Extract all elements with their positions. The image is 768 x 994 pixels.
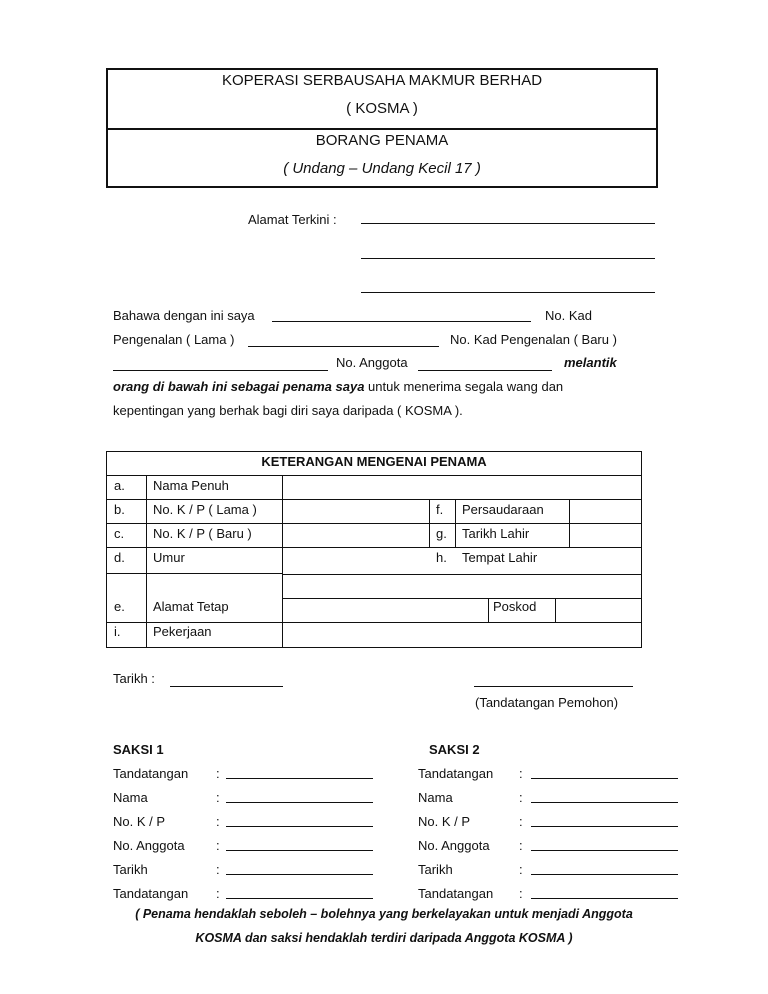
row-label-kp-lama: No. K / P ( Lama )	[153, 502, 257, 517]
witness1-field-colon: :	[216, 838, 220, 853]
declaration-text-2a: Pengenalan ( Lama )	[113, 332, 235, 347]
declaration-text-1a: Bahawa dengan ini saya	[113, 308, 255, 323]
address-label: Alamat Terkini :	[248, 212, 337, 227]
date-label: Tarikh :	[113, 671, 155, 686]
witness2-field-label: Tandatangan	[418, 886, 494, 901]
header-divider	[108, 128, 656, 130]
declaration-text-4b: untuk menerima segala wang dan	[364, 379, 564, 394]
new-ic-field[interactable]	[113, 370, 328, 371]
form-title: BORANG PENAMA	[315, 132, 449, 149]
witness2-field-colon: :	[519, 814, 523, 829]
witness1-field-label: Tandatangan	[113, 766, 189, 781]
witness2-field-colon: :	[519, 838, 523, 853]
row-label-tarikh-lahir: Tarikh Lahir	[462, 526, 530, 541]
witness2-field-label: No. Anggota	[418, 838, 490, 853]
org-abbr: ( KOSMA )	[346, 100, 418, 117]
witness1-field-colon: :	[216, 766, 220, 781]
declaration-line-4	[113, 379, 563, 394]
declaration-text-3b: melantik	[564, 355, 617, 370]
witness1-field-label: No. K / P	[113, 814, 166, 829]
row-label-pekerjaan: Pekerjaan	[153, 624, 212, 639]
declaration-text-3a: No. Anggota	[336, 355, 408, 370]
row-key-i: i.	[114, 624, 121, 639]
witness1-input-line[interactable]	[226, 874, 373, 875]
date-field[interactable]	[170, 686, 283, 687]
witness2-input-line[interactable]	[531, 802, 678, 803]
witness1-field-label: Tarikh	[113, 862, 148, 877]
witness2-title: SAKSI 2	[429, 742, 480, 757]
nominee-table	[106, 451, 642, 648]
witness1-input-line[interactable]	[226, 850, 373, 851]
row-label-tempat-lahir: Tempat Lahir	[462, 550, 538, 565]
footnote-line-2: KOSMA dan saksi hendaklah terdiri daripada Anggota KOSMA )	[195, 931, 573, 945]
row-key-f: f.	[436, 502, 444, 517]
row-key-h: h.	[436, 550, 447, 565]
row-key-g: g.	[436, 526, 447, 541]
footnote-line-1: ( Penama hendaklah seboleh – bolehnya yang berkelayakan untuk menjadi Anggota	[135, 907, 633, 921]
witness1-field-label: Nama	[113, 790, 148, 805]
witness2-field-colon: :	[519, 790, 523, 805]
row-label-nama-penuh: Nama Penuh	[153, 478, 229, 493]
poskod-label: Poskod	[493, 599, 537, 614]
witness2-input-line[interactable]	[531, 850, 678, 851]
witness1-field-label: No. Anggota	[113, 838, 185, 853]
applicant-name-field[interactable]	[272, 321, 531, 322]
address-line-3[interactable]	[361, 292, 655, 293]
member-no-field[interactable]	[418, 370, 552, 371]
address-line-2[interactable]	[361, 258, 655, 259]
declaration-text-2b: No. Kad Pengenalan ( Baru )	[450, 332, 617, 347]
witness2-field-label: Tarikh	[418, 862, 453, 877]
row-label-alamat-tetap: Alamat Tetap	[153, 599, 229, 614]
org-name: KOPERASI SERBAUSAHA MAKMUR BERHAD	[221, 72, 543, 89]
witness2-field-colon: :	[519, 886, 523, 901]
witness1-input-line[interactable]	[226, 898, 373, 899]
witness2-field-label: Tandatangan	[418, 766, 494, 781]
address-line-1[interactable]	[361, 223, 655, 224]
row-key-a: a.	[114, 478, 125, 493]
witness2-field-colon: :	[519, 862, 523, 877]
witness1-field-colon: :	[216, 814, 220, 829]
row-label-kp-baru: No. K / P ( Baru )	[153, 526, 252, 541]
witness1-input-line[interactable]	[226, 826, 373, 827]
witness2-input-line[interactable]	[531, 826, 678, 827]
witness1-title: SAKSI 1	[113, 742, 164, 757]
row-key-d: d.	[114, 550, 125, 565]
applicant-signature-label: (Tandatangan Pemohon)	[475, 695, 619, 710]
old-ic-field[interactable]	[248, 346, 439, 347]
row-key-e: e.	[114, 599, 125, 614]
witness1-field-colon: :	[216, 790, 220, 805]
witness1-field-label: Tandatangan	[113, 886, 189, 901]
declaration-text-4a: orang di bawah ini sebagai penama saya	[113, 379, 365, 394]
witness1-input-line[interactable]	[226, 778, 373, 779]
witness2-field-label: Nama	[418, 790, 453, 805]
row-key-b: b.	[114, 502, 125, 517]
witness2-input-line[interactable]	[531, 778, 678, 779]
witness1-field-colon: :	[216, 862, 220, 877]
witness2-input-line[interactable]	[531, 898, 678, 899]
applicant-signature-line[interactable]	[474, 686, 633, 687]
witness2-field-label: No. K / P	[418, 814, 471, 829]
form-header	[106, 68, 658, 188]
declaration-text-5: kepentingan yang berhak bagi diri saya daripada ( KOSMA ).	[113, 403, 463, 418]
row-label-persaudaraan: Persaudaraan	[462, 502, 544, 517]
witness1-field-colon: :	[216, 886, 220, 901]
witness2-field-colon: :	[519, 766, 523, 781]
witness1-input-line[interactable]	[226, 802, 373, 803]
table-title: KETERANGAN MENGENAI PENAMA	[261, 454, 487, 469]
witness2-input-line[interactable]	[531, 874, 678, 875]
row-key-c: c.	[114, 526, 125, 541]
form-subtitle: ( Undang – Undang Kecil 17 )	[283, 160, 481, 177]
row-label-umur: Umur	[153, 550, 185, 565]
declaration-text-1b: No. Kad	[545, 308, 592, 323]
